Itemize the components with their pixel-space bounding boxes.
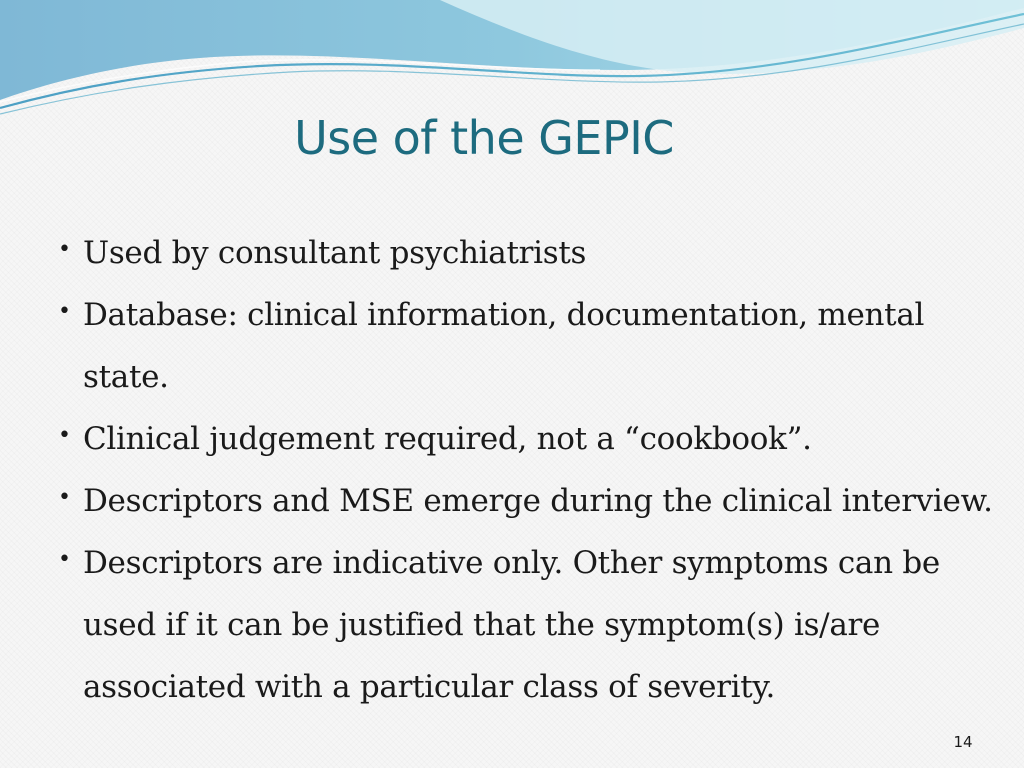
bullet-item bbox=[58, 222, 998, 284]
bullet-item bbox=[58, 470, 998, 532]
slide-title: Use of the GEPIC bbox=[294, 111, 674, 165]
bullet-item bbox=[58, 532, 998, 718]
bullet-text: Descriptors and MSE emerge during the clinical interview. bbox=[83, 483, 993, 519]
bullet-text: Descriptors are indicative only. Other symptoms can be used if it can be justified that the symptom(s) is/are associated with a particular class of severity. bbox=[83, 545, 940, 705]
bullet-text: Clinical judgement required, not a “cookbook”. bbox=[83, 421, 812, 457]
bullet-list bbox=[58, 222, 998, 718]
bullet-dot-icon: • bbox=[58, 485, 71, 510]
bullet-dot-icon: • bbox=[58, 237, 71, 262]
bullet-dot-icon: • bbox=[58, 299, 71, 324]
bullet-text: Database: clinical information, documentation, mental state. bbox=[83, 297, 925, 395]
slide-number: 14 bbox=[953, 733, 973, 751]
bullet-dot-icon: • bbox=[58, 423, 71, 448]
bullet-item bbox=[58, 284, 998, 408]
bullet-item bbox=[58, 408, 998, 470]
bullet-text: Used by consultant psychiatrists bbox=[83, 235, 587, 271]
bullet-dot-icon: • bbox=[58, 547, 71, 572]
